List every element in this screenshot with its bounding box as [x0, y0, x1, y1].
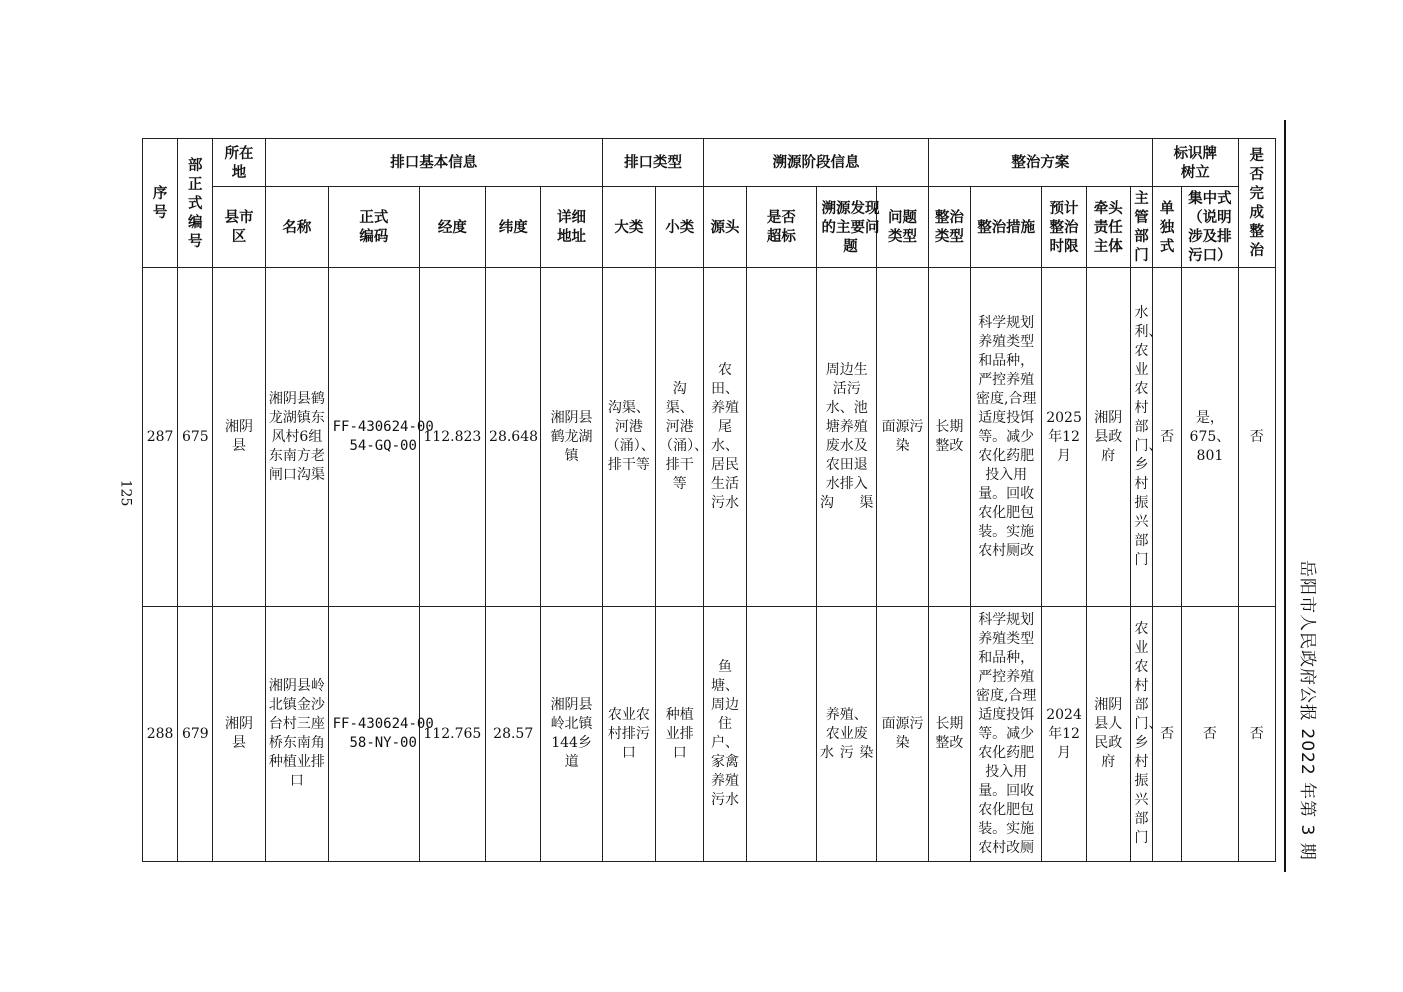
cell-exceed [746, 607, 816, 862]
header-latitude: 纬度 [486, 187, 541, 268]
header-sign-text: 标识牌树立 [1173, 144, 1218, 181]
header-done [1238, 139, 1275, 268]
header-rectify-type [928, 187, 970, 268]
header-trace-info: 溯源阶段信息 [704, 139, 928, 187]
cell-formal-code-text: FF-430624-0054-GQ-00 [332, 419, 434, 454]
cell-lead: 湘阴县政府 [1086, 268, 1130, 607]
cell-deadline: 2024年12月 [1042, 607, 1086, 862]
cell-seq: 287 [143, 268, 178, 607]
header-dept-code-text: 部正式编号 [188, 156, 203, 250]
header-single-text: 单独式 [1159, 199, 1175, 255]
header-single [1153, 187, 1182, 268]
header-problem-text: 溯源发现的主要问题 [821, 199, 880, 255]
cell-problem-type: 面源污染 [877, 607, 928, 862]
header-problem-type [877, 187, 928, 268]
header-location [213, 139, 265, 187]
header-address-text: 详细地址 [557, 209, 587, 245]
cell-longitude: 112.823 [419, 268, 485, 607]
header-done-text: 是否完成整治 [1249, 147, 1265, 259]
cell-lead: 湘阴县人民政府 [1086, 607, 1130, 862]
header-seq-text: 序号 [152, 185, 168, 221]
cell-central-text: 是，675、801 [1189, 409, 1231, 464]
header-rectify-type-text: 整治类型 [934, 209, 964, 245]
cell-problem: 周边生活污水、池塘养殖废水及农田退水排入沟渠 [817, 268, 877, 607]
cell-dept [1130, 607, 1163, 862]
cell-single: 否 [1153, 607, 1182, 862]
cell-name: 湘阴县岭北镇金沙台村三座桥东南角种植业排口 [265, 607, 328, 862]
cell-dept [1130, 268, 1163, 607]
cell-central-text: 否 [1202, 725, 1217, 742]
cell-name: 湘阴县鹤龙湖镇东风村6组东南方老闸口沟渠 [265, 268, 328, 607]
header-county [213, 187, 265, 268]
header-central-text: 集中式（说明涉及排污口） [1188, 190, 1232, 264]
cell-seq: 288 [143, 607, 178, 862]
cell-major: 沟渠、河港（涌）、排干等 [602, 268, 655, 607]
header-lead-text: 牵头责任主体 [1093, 199, 1123, 255]
cell-county [213, 268, 265, 607]
cell-single: 否 [1153, 268, 1182, 607]
cell-central [1182, 268, 1238, 607]
cell-rectify-type: 长期整改 [928, 607, 970, 862]
header-problem [817, 187, 880, 268]
header-longitude: 经度 [419, 187, 485, 268]
cell-central [1182, 607, 1238, 862]
header-formal-code [329, 187, 420, 268]
header-sign [1153, 139, 1239, 187]
header-formal-code-text: 正式编码 [359, 209, 389, 245]
cell-formal-code-text: FF-430624-0058-NY-00 [332, 716, 434, 751]
cell-code: 675 [178, 268, 213, 607]
cell-problem-type: 面源污染 [877, 268, 928, 607]
header-minor: 小类 [656, 187, 704, 268]
cell-source: 鱼塘、周边住户、家禽养殖污水 [704, 607, 746, 862]
table-row [143, 607, 1276, 862]
header-seq [143, 139, 178, 268]
cell-county-text: 湘阴县 [225, 419, 254, 454]
page-number: 125 [117, 479, 134, 507]
table-row [143, 268, 1276, 607]
header-deadline [1042, 187, 1086, 268]
header-major: 大类 [602, 187, 655, 268]
header-row-1 [143, 139, 1276, 187]
cell-address: 湘阴县鹤龙湖镇 [541, 268, 602, 607]
cell-county [213, 607, 265, 862]
header-source: 源头 [704, 187, 746, 268]
cell-measures: 科学规划养殖类型和品种，严控养殖密度,合理适度投饵等。减少农化药肥投入用量。回收农化肥包装。实施农村改厕 [970, 607, 1041, 862]
header-measures: 整治措施 [970, 187, 1041, 268]
header-outlet-type: 排口类型 [602, 139, 704, 187]
header-dept-code [178, 139, 213, 268]
cell-longitude: 112.765 [419, 607, 485, 862]
cell-problem: 养殖、农业废水污染 [817, 607, 877, 862]
header-address [541, 187, 602, 268]
header-exceed-text: 是否超标 [766, 209, 796, 245]
header-location-text: 所在地 [224, 144, 254, 181]
cell-major: 农业农村排污口 [602, 607, 655, 862]
cell-deadline: 2025年12月 [1042, 268, 1086, 607]
cell-address: 湘阴县岭北镇144乡道 [541, 607, 602, 862]
cell-source: 农田、养殖尾水、居民生活污水 [704, 268, 746, 607]
cell-dept-text: 农业农村部门、乡村振兴部门 [1134, 621, 1163, 846]
header-exceed [746, 187, 816, 268]
header-basic-info: 排口基本信息 [265, 139, 602, 187]
header-lead [1086, 187, 1130, 268]
header-dept-text: 主管部门 [1134, 190, 1149, 264]
cell-minor: 沟渠、河港（涌）、排干等 [656, 268, 704, 607]
cell-latitude: 28.648 [486, 268, 541, 607]
header-central [1182, 187, 1238, 268]
header-plan: 整治方案 [928, 139, 1152, 187]
header-dept [1130, 187, 1152, 268]
journal-title: 岳阳市人民政府公报 2022 年第 3 期 [1297, 560, 1317, 861]
cell-formal-code [329, 268, 434, 607]
header-problem-type-text: 问题类型 [888, 209, 918, 245]
cell-measures: 科学规划养殖类型和品种，严控养殖密度,合理适度投饵等。减少农化药肥投入用量。回收农化肥包装。实施农村厕改 [970, 268, 1041, 607]
header-name: 名称 [265, 187, 328, 268]
cell-done: 否 [1238, 268, 1275, 607]
cell-minor: 种植业排口 [656, 607, 704, 862]
cell-exceed [746, 268, 816, 607]
header-county-text: 县市区 [224, 209, 254, 245]
header-row-2 [143, 187, 1276, 268]
cell-code: 679 [178, 607, 213, 862]
cell-dept-text: 水利、农业农村部门、乡村振兴部门 [1134, 305, 1163, 568]
header-deadline-text: 预计整治时限 [1049, 199, 1079, 255]
cell-formal-code [329, 607, 434, 862]
cell-done: 否 [1238, 607, 1275, 862]
outlet-table [142, 138, 1276, 862]
journal-title-container [1282, 560, 1332, 860]
cell-rectify-type: 长期整改 [928, 268, 970, 607]
cell-county-text: 湘阴县 [225, 716, 254, 751]
cell-latitude: 28.57 [486, 607, 541, 862]
